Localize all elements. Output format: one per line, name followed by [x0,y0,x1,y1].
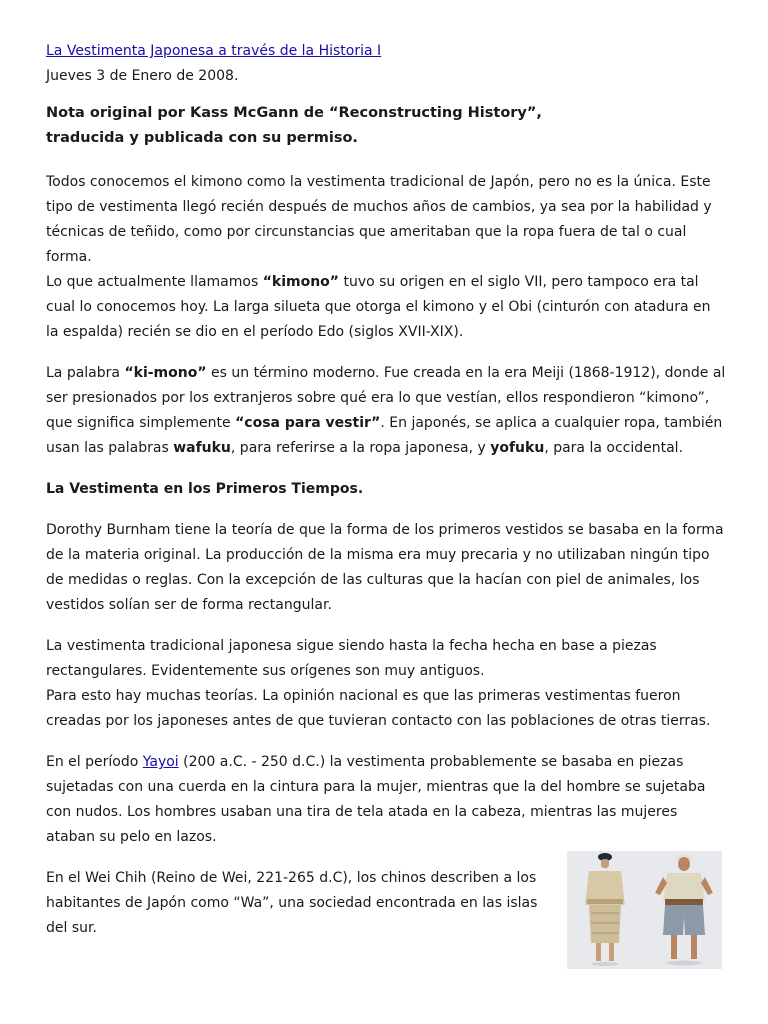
paragraph-2-t3: . En japonés, se aplica a cualquier ropa, también usan las palabras [46,415,723,456]
paragraph-4-b: Para esto hay muchas teorías. La opinión nacional es que las primeras vestimentas fueron creadas por los japoneses antes de que tuvieran contacto con las poblaciones de otras tierras. [46,688,711,729]
term-yofuku: yofuku [490,440,545,456]
term-cosa-para-vestir: “cosa para vestir” [235,415,381,431]
paragraph-2 [46,361,726,461]
paragraph-2-t1: La palabra [46,365,125,381]
paragraph-3: Dorothy Burnham tiene la teoría de que la forma de los primeros vestidos se basaba en la forma de la materia original. La producción de la misma era muy precaria y no utilizaban ningún tipo de medidas o reglas. Con la excepción de las culturas que la hacían con piel de animales, los vestidos solían ser de forma rectangular. [46,522,724,613]
paragraph-4-a: La vestimenta tradicional japonesa sigue siendo hasta la fecha hecha en base a piezas rectangulares. Evidentemente sus orígenes son muy antiguos. [46,638,657,679]
term-kimono: “kimono” [262,274,340,290]
lead-line-1: Nota original por Kass McGann de “Reconstructing History”, [46,105,542,121]
paragraph-1-a: Todos conocemos el kimono como la vestimenta tradicional de Japón, pero no es la única. Este tipo de vestimenta llegó recién después de muchos años de cambios, ya sea por la habilidad y técnicas de teñido, como por circunstancias que ameritaban que la ropa fuera de tal o cual forma. [46,174,712,265]
article-lead [46,101,726,151]
paragraph-2-t2: es un término moderno. Fue creada en la era Meiji (1868-1912), donde al ser presionados por los extranjeros sobre qué era lo que vestían, ellos respondieron “kimono”, que significa simplemente [46,365,726,431]
yayoi-costume-photo [567,851,722,969]
lead-line-2: traducida y publicada con su permiso. [46,130,358,146]
costume-figures-illustration [567,851,722,969]
paragraph-5-pre: En el período [46,754,143,770]
paragraph-6: En el Wei Chih (Reino de Wei, 221-265 d.C), los chinos describen a los habitantes de Japón como “Wa”, una sociedad encontrada en las islas del sur. [46,870,538,936]
paragraph-1-b-post: tuvo su origen en el siglo VII, pero tampoco era tal cual lo conocemos hoy. La larga silueta que otorga el kimono y el Obi (cinturón con atadura en la espalda) recién se dio en el período Edo (siglos XVII-XIX). [46,274,711,340]
paragraph-5-post: (200 a.C. - 250 d.C.) la vestimenta probablemente se basaba en piezas sujetadas con una cuerda en la cintura para la mujer, mientras que la del hombre se sujetaba con nudos. Los hombres usaban una tira de tela atada en la cabeza, mientras las mujeres ataban su pelo en lazos. [46,754,706,845]
term-wafuku: wafuku [173,440,231,456]
section-heading: La Vestimenta en los Primeros Tiempos. [46,481,364,497]
paragraph-2-t5: , para la occidental. [544,440,684,456]
term-ki-mono: “ki-mono” [124,365,207,381]
yayoi-link[interactable]: Yayoi [142,754,179,770]
article [46,39,726,957]
paragraph-1-b-pre: Lo que actualmente llamamos [46,274,263,290]
paragraph-1 [46,170,726,345]
article-title-link[interactable]: La Vestimenta Japonesa a través de la Historia I [46,43,382,59]
paragraph-4 [46,634,726,734]
paragraph-5 [46,750,726,850]
article-date: Jueves 3 de Enero de 2008. [46,68,239,84]
paragraph-2-t4: , para referirse a la ropa japonesa, y [230,440,491,456]
